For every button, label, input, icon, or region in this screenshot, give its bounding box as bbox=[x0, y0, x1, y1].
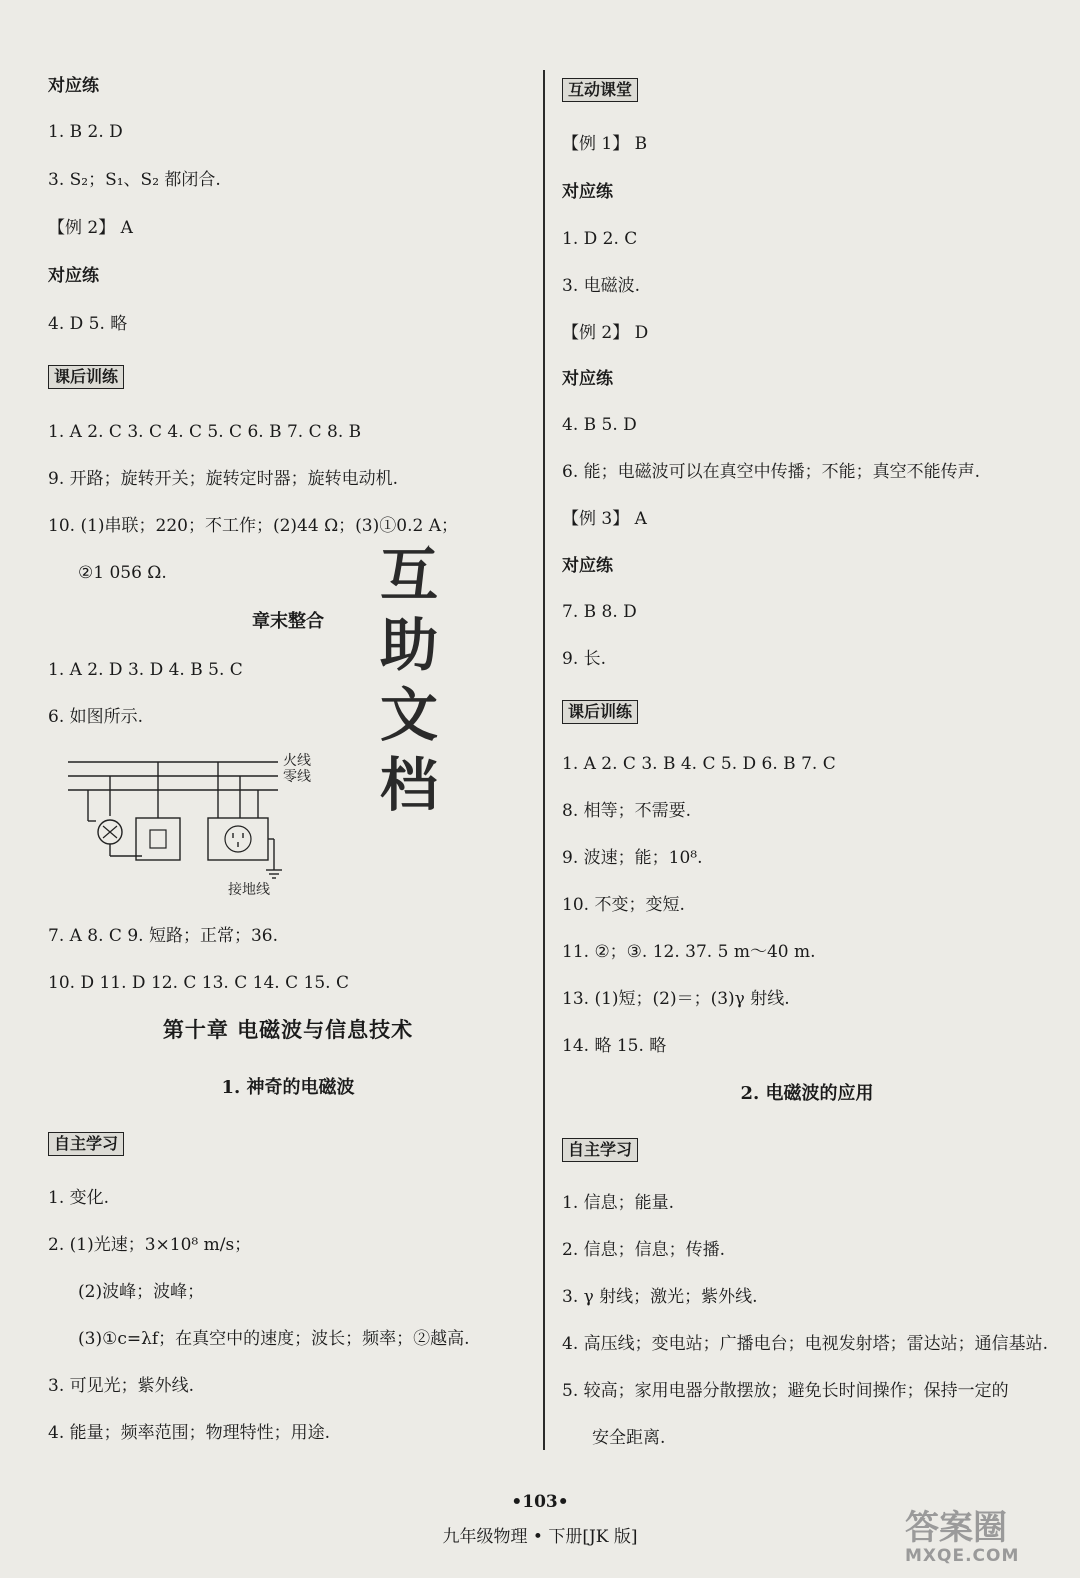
answer-line: 6. 如图所示. bbox=[48, 707, 144, 727]
page-number: •103• bbox=[511, 1492, 569, 1512]
answer-line: 1. D 2. C bbox=[562, 229, 638, 249]
practice-heading: 对应练 bbox=[48, 76, 99, 96]
answer-line: 1. 信息；能量. bbox=[562, 1193, 675, 1213]
chapter-title: 第十章 电磁波与信息技术 bbox=[162, 1017, 414, 1042]
answer-line: 14. 略 15. 略 bbox=[562, 1036, 667, 1056]
example-answer: 【例 3】 A bbox=[562, 509, 647, 529]
answer-line: (2)波峰；波峰； bbox=[78, 1282, 205, 1302]
example-answer: 【例 1】 B bbox=[562, 134, 648, 154]
section-label-box: 自主学习 bbox=[562, 1138, 638, 1162]
answer-line: ②1 056 Ω. bbox=[78, 563, 167, 583]
answer-line: 10. D 11. D 12. C 13. C 14. C 15. C bbox=[48, 973, 349, 993]
section-label-box: 课后训练 bbox=[48, 365, 124, 389]
answer-line: 1. A 2. D 3. D 4. B 5. C bbox=[48, 660, 243, 680]
bulb-icon bbox=[98, 820, 122, 844]
answer-line: 安全距离. bbox=[592, 1428, 666, 1448]
book-title: 九年级物理 • 下册[JK 版] bbox=[442, 1527, 638, 1547]
example-answer: 【例 2】 A bbox=[48, 218, 133, 238]
section-label-box: 课后训练 bbox=[562, 700, 638, 724]
answer-line: 7. B 8. D bbox=[562, 602, 637, 622]
answer-line: 2. 信息；信息；传播. bbox=[562, 1240, 726, 1260]
practice-heading: 对应练 bbox=[562, 369, 613, 389]
answer-line: 1. B 2. D bbox=[48, 122, 123, 142]
answer-line: 9. 开路；旋转开关；旋转定时器；旋转电动机. bbox=[48, 469, 399, 489]
lesson-title: 1. 神奇的电磁波 bbox=[221, 1077, 355, 1098]
practice-heading: 对应练 bbox=[562, 182, 613, 202]
answer-line: 1. A 2. C 3. B 4. C 5. D 6. B 7. C bbox=[562, 754, 836, 774]
live-wire-label: 火线 bbox=[283, 753, 311, 769]
answer-line: 4. B 5. D bbox=[562, 415, 637, 435]
answer-line: 1. 变化. bbox=[48, 1188, 110, 1208]
answer-line: 3. S₂；S₁、S₂ 都闭合. bbox=[48, 170, 221, 190]
answer-line: 11. ②；③. 12. 37. 5 m～40 m. bbox=[562, 942, 816, 962]
answer-line: 8. 相等；不需要. bbox=[562, 801, 692, 821]
practice-heading: 对应练 bbox=[48, 266, 99, 286]
answer-line: 9. 波速；能；10⁸. bbox=[562, 848, 703, 868]
example-answer: 【例 2】 D bbox=[562, 323, 649, 343]
section-title: 章末整合 bbox=[252, 611, 324, 632]
section-label-box: 互动课堂 bbox=[562, 78, 638, 102]
household-circuit-diagram bbox=[58, 746, 338, 896]
answer-line: 10. 不变；变短. bbox=[562, 895, 685, 915]
ground-icon bbox=[266, 870, 282, 878]
socket-icon bbox=[208, 818, 268, 860]
answer-line: 7. A 8. C 9. 短路；正常；36. bbox=[48, 926, 278, 946]
handwritten-annotation: 互 助 文 档 bbox=[380, 541, 439, 819]
answer-line: 10. (1)串联；220；不工作；(2)44 Ω；(3)①0.2 A； bbox=[48, 516, 458, 536]
column-divider bbox=[543, 70, 545, 1450]
answer-line: 5. 较高；家用电器分散摆放；避免长时间操作；保持一定的 bbox=[562, 1381, 1009, 1401]
answer-line: (3)①c=λf；在真空中的速度；波长；频率；②越高. bbox=[78, 1329, 470, 1349]
neutral-wire-label: 零线 bbox=[283, 769, 311, 785]
answer-line: 6. 能；电磁波可以在真空中传播；不能；真空不能传声. bbox=[562, 462, 981, 482]
answer-line: 4. 高压线；变电站；广播电台；电视发射塔；雷达站；通信基站. bbox=[562, 1334, 1049, 1354]
practice-heading: 对应练 bbox=[562, 556, 613, 576]
lesson-title: 2. 电磁波的应用 bbox=[740, 1083, 874, 1104]
answer-line: 3. γ 射线；激光；紫外线. bbox=[562, 1287, 758, 1307]
answer-line: 4. D 5. 略 bbox=[48, 314, 128, 334]
answer-line: 4. 能量；频率范围；物理特性；用途. bbox=[48, 1423, 331, 1443]
answer-line: 9. 长. bbox=[562, 649, 607, 669]
ground-wire-label: 接地线 bbox=[228, 882, 270, 896]
answer-line: 2. (1)光速；3×10⁸ m/s； bbox=[48, 1235, 252, 1255]
answer-line: 13. (1)短；(2)＝；(3)γ 射线. bbox=[562, 989, 790, 1009]
answer-line: 3. 电磁波. bbox=[562, 276, 641, 296]
answer-line: 3. 可见光；紫外线. bbox=[48, 1376, 195, 1396]
answer-line: 1. A 2. C 3. C 4. C 5. C 6. B 7. C 8. B bbox=[48, 422, 362, 442]
section-label-box: 自主学习 bbox=[48, 1132, 124, 1156]
switch-icon bbox=[136, 818, 180, 860]
site-watermark: 答案圈 MXQE.COM bbox=[905, 1508, 1020, 1566]
